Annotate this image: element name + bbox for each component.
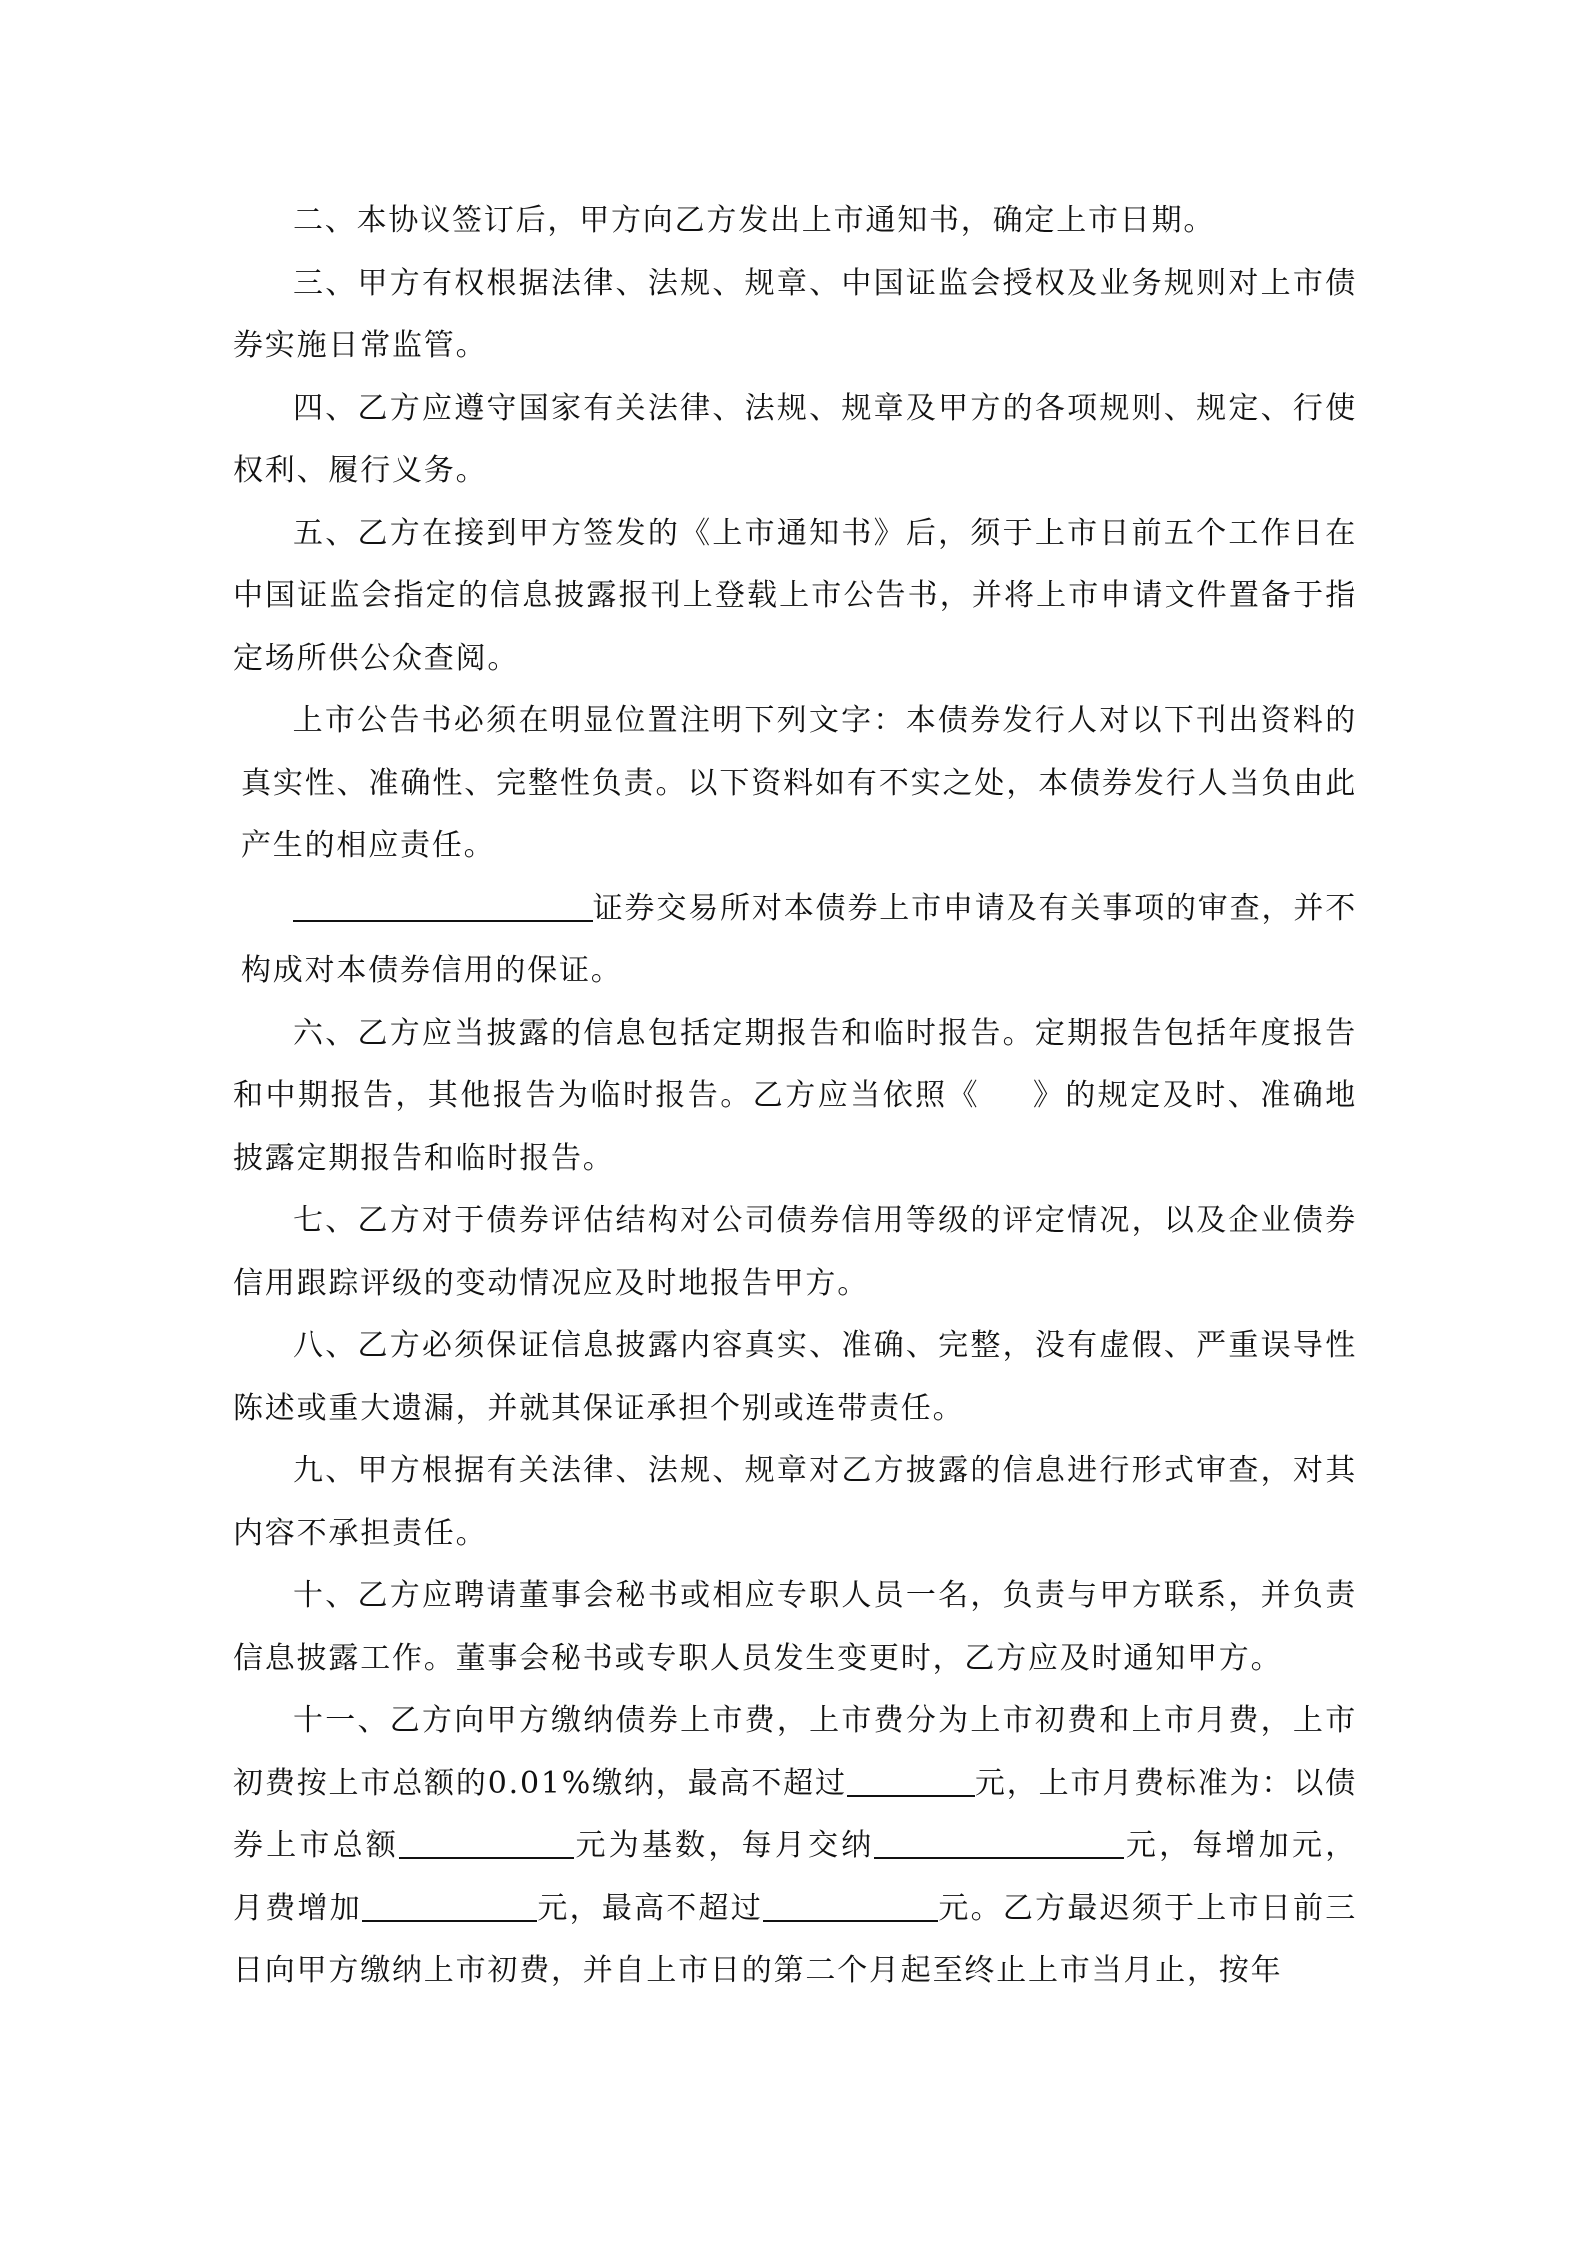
- clause-8: 八、乙方必须保证信息披露内容真实、准确、完整，没有虚假、严重误导性陈述或重大遗漏，并就其保证承担个别或连带责任。: [233, 1328, 1357, 1426]
- exchange-name-blank[interactable]: [293, 890, 593, 922]
- monthly-fee-cap-blank[interactable]: [763, 1890, 938, 1922]
- clause-11-text-f: 元。乙方最迟须于上市日前三日向甲方缴纳上市初费，并自上市日的第二个月起至终止上市当月止，按年: [233, 1890, 1358, 1988]
- clause-5-disclaimer: [233, 878, 1357, 1003]
- clause-11-text-c: 元为基数，每月交纳: [574, 1828, 875, 1863]
- initial-fee-cap-blank[interactable]: [847, 1765, 975, 1797]
- clause-6-text-b: 》的规定及时、准确地披露定期报告和临时报告。: [233, 1078, 1358, 1176]
- document-page: [233, 190, 1357, 2003]
- clause-3: 三、甲方有权根据法律、法规、规章、中国证监会授权及业务规则对上市债券实施日常监管。: [233, 265, 1357, 363]
- listing-total-base-blank[interactable]: [399, 1827, 574, 1859]
- clause-7: 七、乙方对于债券评估结构对公司债券信用等级的评定情况，以及企业债券信用跟踪评级的变动情况应及时地报告甲方。: [233, 1203, 1357, 1301]
- clause-4: 四、乙方应遵守国家有关法律、法规、规章及甲方的各项规则、规定、行使权利、履行义务。: [233, 390, 1357, 488]
- clause-11-text-b: 元，上市月费标准为：以债券上市总额: [233, 1765, 1357, 1863]
- clause-6-text-a: 六、乙方应当披露的信息包括定期报告和临时报告。定期报告包括年度报告和中期报告，其他报告为临时报告。乙方应当依照《: [233, 1015, 1357, 1113]
- clause-11-text-d: 元，每增加元，月费增加: [233, 1828, 1358, 1926]
- clause-9: 九、甲方根据有关法律、法规、规章对乙方披露的信息进行形式审查，对其内容不承担责任。: [233, 1453, 1357, 1551]
- monthly-fee-blank[interactable]: [874, 1827, 1124, 1859]
- clause-5: 五、乙方在接到甲方签发的《上市通知书》后，须于上市日前五个工作日在中国证监会指定的信息披露报刊上登载上市公告书，并将上市申请文件置备于指定场所供公众查阅。: [233, 515, 1357, 676]
- clause-5-disclaimer-text: 证券交易所对本债券上市申请及有关事项的审查，并不构成对本债券信用的保证。: [241, 890, 1357, 988]
- monthly-increment-blank[interactable]: [362, 1890, 537, 1922]
- clause-6: [233, 1003, 1357, 1191]
- clause-11-text-e: 元，最高不超过: [536, 1890, 763, 1926]
- clause-10: 十、乙方应聘请董事会秘书或相应专职人员一名，负责与甲方联系，并负责信息披露工作。董事会秘书或专职人员发生变更时，乙方应及时通知甲方。: [233, 1578, 1357, 1676]
- clause-2: 二、本协议签订后，甲方向乙方发出上市通知书，确定上市日期。: [293, 203, 1216, 238]
- clause-11: [233, 1690, 1357, 2003]
- clause-5-notice: 上市公告书必须在明显位置注明下列文字：本债券发行人对以下刊出资料的真实性、准确性、完整性负责。以下资料如有不实之处，本债券发行人当负由此产生的相应责任。: [241, 703, 1357, 863]
- clause-11-text-a: 十一、乙方向甲方缴纳债券上市费，上市费分为上市初费和上市月费，上市初费按上市总额的0.01%缴纳，最高不超过: [233, 1703, 1357, 1801]
